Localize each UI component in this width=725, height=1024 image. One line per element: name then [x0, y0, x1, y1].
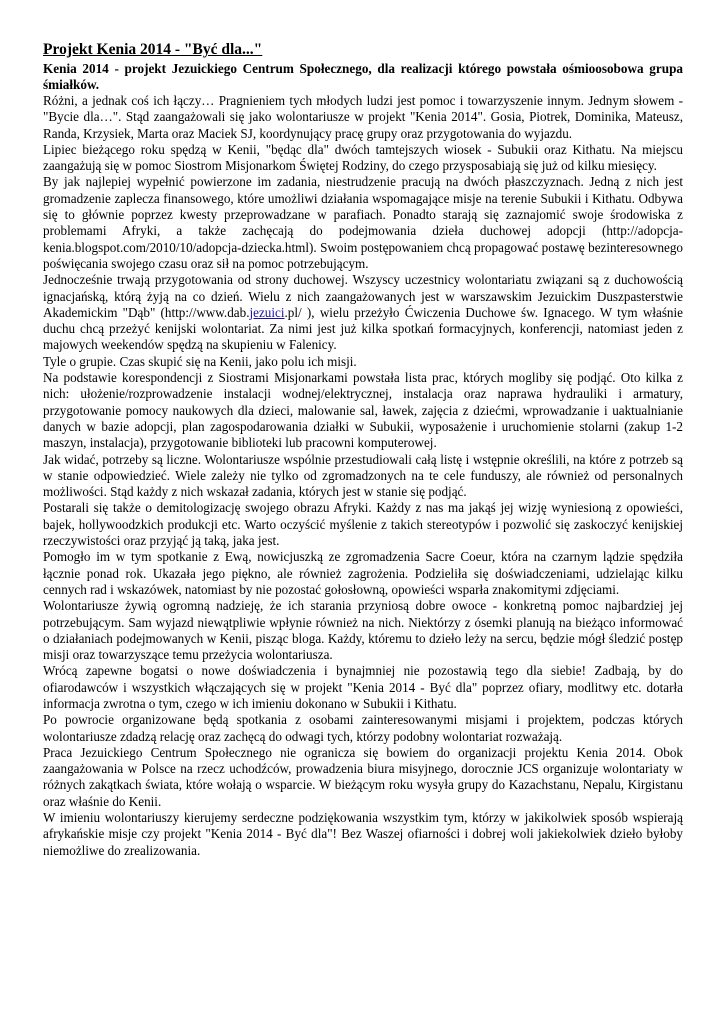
paragraph-9: Pomogło im w tym spotkanie z Ewą, nowicjuszką ze zgromadzenia Sacre Coeur, która na czarnym lądzie spędziła łącznie ponad rok. Ukazała jego piękno, ale również zagrożenia. Podzieliła się doświadczeniami, udzielając kilku cennych rad i wskazówek, natomiast by nie pozostać gołosłowną, opowieści wsparła znakomitymi zdjęciami.	[43, 549, 683, 597]
document-subtitle: Kenia 2014 - projekt Jezuickiego Centrum Społecznego, dla realizacji którego powstała ośmioosobowa grupa śmiałków.	[43, 61, 683, 92]
paragraph-7: Jak widać, potrzeby są liczne. Wolontariusze wspólnie przestudiowali całą listę i wstępnie określili, na które z potrzeb są w stanie odpowiedzieć. Wiele zależy nie tylko od zgromadzonych na te cele funduszy, ale również od personalnych możliwości. Stąd każdy z nich wskazał zadania, których jest w stanie się podjąć.	[43, 451, 683, 500]
paragraph-6: Na podstawie korespondencji z Siostrami Misjonarkami powstała lista prac, których mogliby się podjąć. Oto kilka z nich: ułożenie/rozprowadzenie instalacji wodnej/elektrycznej, instalacja oraz naprawa hydrauliki i armatury, przygotowanie pomocy naukowych dla dzieci, malowanie sal, ławek, zajęcia z dziećmi, wprowadzanie i uaktualnianie danych w bazie adopcji, plan zagospodarowania działki w Subukii, wyposażenie i uruchomienie stolarni (zakup 1-2 maszyn, instalacja), przygotowanie biblioteki lub pracowni komputerowej.	[43, 370, 683, 451]
paragraph-1: Różni, a jednak coś ich łączy… Pragnieniem tych młodych ludzi jest pomoc i towarzyszenie innym. Jednym słowem - "Bycie dla…". Stąd zaangażowali się jako wolontariusze w projekt "Kenia 2014". Gosia, Piotrek, Dominika, Mateusz, Randa, Krzysiek, Marta oraz Maciek SJ, koordynujący pracę grupy oraz przygotowania do wyjazdu.	[43, 93, 683, 141]
paragraph-2: Lipiec bieżącego roku spędzą w Kenii, "będąc dla" dwóch tamtejszych wiosek - Subukii oraz Kithatu. Na miejscu zaangażują się w pomoc Siostrom Misjonarkom Świętej Rodziny, do czego przysposabiają się już od kilku miesięcy.	[43, 141, 683, 174]
paragraph-4-text-after: .pl/ ), wielu przeżyło Ćwiczenia Duchowe św. Ignacego. W tym właśnie duchu chcą przeżyć kenijski wolontariat. Za nimi jest już kilka spotkań formacyjnych, konferencji, natomiast jeden z majowych weekendów spędzą na skupieniu w Falenicy.	[43, 304, 683, 353]
paragraph-8: Postarali się także o demitologizację swojego obrazu Afryki. Każdy z nas ma jakąś jej wizję wyniesioną z opowieści, bajek, hollywoodzkich produkcji etc. Warto oczyścić myślenie z takich stereotypów i pozwolić się zaskoczyć kenijskiej rzeczywistości oraz przyjąć ją taką, jaka jest.	[43, 500, 683, 549]
paragraph-13: Praca Jezuickiego Centrum Społecznego nie ogranicza się bowiem do organizacji projektu Kenia 2014. Obok zaangażowania w Polsce na rzecz uchodźców, prowadzenia biura misyjnego, dorocznie JCS organizuje wolontariaty w różnych zakątkach świata, które wołają o wsparcie. W bieżącym roku wysyła grupy do Kazachstanu, Nepalu, Kirgistanu oraz właśnie do Kenii.	[43, 744, 683, 809]
document-title: Projekt Kenia 2014 - "Być dla..."	[43, 41, 263, 58]
paragraph-12: Po powrocie organizowane będą spotkania z osobami zainteresowanymi misjami i projektem, podczas których wolontariusze zdadzą relację oraz zachęcą do odwagi tych, którzy podobny wolontariat rozważają.	[43, 712, 683, 744]
jezuici-link[interactable]: jezuici	[249, 304, 285, 320]
paragraph-4-text-before: Jednocześnie trwają przygotowania od strony duchowej. Wszyscy uczestnicy wolontariatu związani są z duchowością ignacjańską, którą żyją na co dzień. Wielu z nich zaangażowanych jest w warszawskim Jezuickim Duszpasterstwie Akademickim "Dąb" (http://www.dab.	[43, 272, 683, 320]
paragraph-14: W imieniu wolontariuszy kierujemy serdeczne podziękowania wszystkim tym, którzy w jakikolwiek sposób wspierają afrykańskie misje czy projekt "Kenia 2014 - Być dla"! Bez Waszej ofiarności i dobrej woli jakiekolwiek dzieło byłoby niemożliwe do zrealizowania.	[43, 810, 683, 858]
paragraph-3: By jak najlepiej wypełnić powierzone im zadania, niestrudzenie pracują na dwóch płaszczyznach. Jedną z nich jest gromadzenie zaplecza finansowego, które umożliwi działania wspomagające misje na terenie Subukii i Kithatu. Odbywa się to głównie poprzez kwesty przeprowadzane w parafiach. Ponadto starają się zaznajomić swoje środowiska z problemami Afryki, a także zachęcają do podejmowania dzieła duchowej adopcji (http://adopcja-kenia.blogspot.com/2010/10/adopcja-dziecka.html). Swoim postępowaniem chcą propagować postawę bezinteresownego poświęcania swojego czasu oraz sił na pomoc potrzebującym.	[43, 174, 683, 271]
paragraph-11: Wrócą zapewne bogatsi o nowe doświadczenia i bynajmniej nie pozostawią tego dla siebie! Zadbają, by do ofiarodawców i wszystkich włączających się w projekt "Kenia 2014 - Być dla" poprzez ofiary, modlitwy etc. dotarła informacja zwrotna o tym, czego w ich imieniu dokonano w Subukii i Kithatu.	[43, 663, 683, 711]
paragraph-4	[43, 272, 683, 353]
paragraph-10: Wolontariusze żywią ogromną nadzieję, że ich starania przyniosą dobre owoce - konkretną pomoc najbardziej jej potrzebującym. Sam wyjazd niewątpliwie wpłynie również na nich. Niektórzy z ósemki planują na bieżąco informować o działaniach podejmowanych w Kenii, pisząc bloga. Każdy, któremu to dzieło leży na sercu, będzie mógł śledzić postęp misji oraz towarzyszące temu przeżycia wolontariusza.	[43, 598, 683, 663]
paragraph-5: Tyle o grupie. Czas skupić się na Kenii, jako polu ich misji.	[43, 353, 357, 369]
